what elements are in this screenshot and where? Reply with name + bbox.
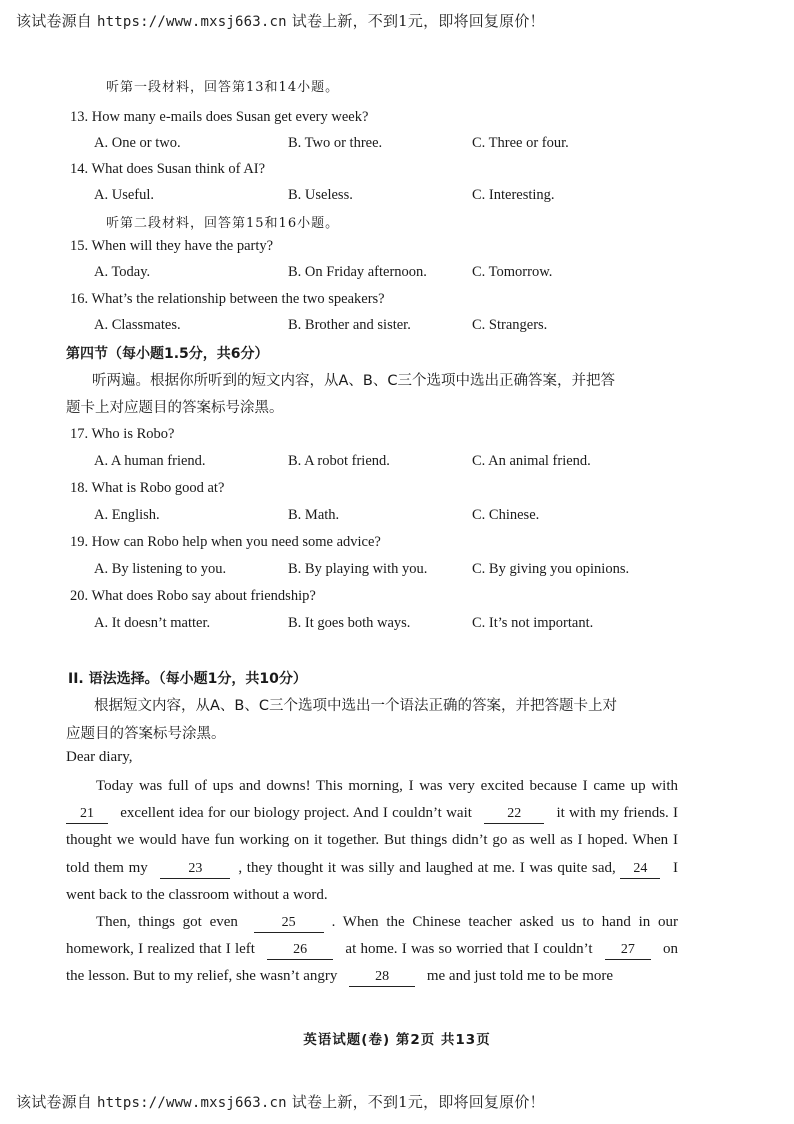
option-14-a: A. Useful. xyxy=(94,187,155,203)
diary-paragraph-1 xyxy=(66,773,678,909)
option-20-a: A. It doesn’t matter. xyxy=(94,615,211,631)
question-18: 18. What is Robo good at? xyxy=(70,480,225,496)
exam-page xyxy=(62,74,682,1064)
option-14-c: C. Interesting. xyxy=(472,187,555,203)
p2-text-2: . When the Chinese teacher asked us to hand in our homework, I realized that I left xyxy=(66,914,679,958)
grammar-heading: II. 语法选择。（每小题1分，共10分） xyxy=(68,671,307,687)
option-18-b: B. Math. xyxy=(288,507,340,523)
p1-text-1: Today was full of ups and downs! This morning, I was very excited because I came up with xyxy=(96,778,678,794)
page-footer: 英语试题(卷) 第2页 共13页 xyxy=(303,1032,491,1048)
blank-23: 23 xyxy=(160,860,230,879)
option-19-b: B. By playing with you. xyxy=(288,561,428,577)
blank-25: 25 xyxy=(254,914,324,933)
section-4-instruction-line1: 听两遍。根据你所听到的短文内容，从A、B、C三个选项中选出正确答案，并把答 xyxy=(92,373,615,389)
question-19: 19. How can Robo help when you need some advice? xyxy=(70,534,381,550)
instruction-material-2: 听第二段材料，回答第15和16小题。 xyxy=(106,216,340,231)
blank-22: 22 xyxy=(484,805,544,824)
option-13-a: A. One or two. xyxy=(94,135,181,151)
blank-21: 21 xyxy=(66,805,108,824)
option-19-c: C. By giving you opinions. xyxy=(472,561,630,577)
section-4-heading: 第四节（每小题1.5分，共6分） xyxy=(66,346,269,362)
blank-27: 27 xyxy=(605,941,651,960)
question-13: 13. How many e-mails does Susan get every week? xyxy=(70,109,369,125)
p2-text-4: on the lesson. But to my relief, she wasn’t angry xyxy=(66,941,679,985)
option-14-b: B. Useless. xyxy=(288,187,353,203)
banner-prefix: 该试卷源自 xyxy=(16,1093,97,1111)
option-13-c: C. Three or four. xyxy=(472,135,569,151)
option-17-c: C. An animal friend. xyxy=(472,453,591,469)
option-20-b: B. It goes both ways. xyxy=(288,615,411,631)
instruction-material-1: 听第一段材料，回答第13和14小题。 xyxy=(106,80,340,95)
banner-suffix: 试卷上新，不到1元，即将回复原价！ xyxy=(286,1093,545,1111)
section-4-instruction-line2: 题卡上对应题目的答案标号涂黑。 xyxy=(66,400,284,416)
banner-prefix: 该试卷源自 xyxy=(16,12,97,30)
diary-salutation: Dear diary, xyxy=(66,749,133,765)
option-16-c: C. Strangers. xyxy=(472,317,548,333)
banner-url[interactable]: https://www.mxsj663.cn xyxy=(96,14,287,30)
option-19-a: A. By listening to you. xyxy=(94,561,227,577)
question-14: 14. What does Susan think of AI? xyxy=(70,161,266,177)
option-15-c: C. Tomorrow. xyxy=(472,264,553,280)
option-15-a: A. Today. xyxy=(94,264,151,280)
option-20-c: C. It’s not important. xyxy=(472,615,594,631)
question-17: 17. Who is Robo? xyxy=(70,426,175,442)
question-16: 16. What’s the relationship between the two speakers? xyxy=(70,291,385,307)
grammar-instruction-line2: 应题目的答案标号涂黑。 xyxy=(66,726,226,742)
option-16-b: B. Brother and sister. xyxy=(288,317,411,333)
option-18-a: A. English. xyxy=(94,507,160,523)
question-15: 15. When will they have the party? xyxy=(70,238,274,254)
option-17-a: A. A human friend. xyxy=(94,453,206,469)
option-18-c: C. Chinese. xyxy=(472,507,540,523)
grammar-instruction-line1: 根据短文内容，从A、B、C三个选项中选出一个语法正确的答案，并把答题卡上对 xyxy=(94,698,617,714)
option-15-b: B. On Friday afternoon. xyxy=(288,264,427,280)
p1-text-5: I went back to the classroom without a word. xyxy=(66,859,679,903)
banner-url[interactable]: https://www.mxsj663.cn xyxy=(96,1095,287,1111)
option-13-b: B. Two or three. xyxy=(288,135,383,151)
source-banner-bottom xyxy=(16,1091,545,1112)
option-17-b: B. A robot friend. xyxy=(288,453,390,469)
diary-paragraph-2 xyxy=(66,909,678,991)
p2-text-1: Then, things got even xyxy=(96,914,238,930)
p1-text-3: it with my friends. I thought we would have fun working on it together. But things didn’t go as well as I hoped. When I told them my xyxy=(66,805,679,876)
p1-text-2: excellent idea for our biology project. And I couldn’t wait xyxy=(120,805,472,822)
blank-26: 26 xyxy=(267,941,333,960)
p1-text-4: , they thought it was silly and laughed at me. I was quite sad, xyxy=(238,859,616,876)
source-banner-top xyxy=(16,10,545,31)
p2-text-5: me and just told me to be more xyxy=(426,968,614,985)
option-16-a: A. Classmates. xyxy=(94,317,181,333)
blank-28: 28 xyxy=(349,968,415,987)
question-20: 20. What does Robo say about friendship? xyxy=(70,588,316,604)
p2-text-3: at home. I was so worried that I couldn’t xyxy=(345,941,593,958)
blank-24: 24 xyxy=(620,860,660,879)
banner-suffix: 试卷上新，不到1元，即将回复原价！ xyxy=(286,12,545,30)
